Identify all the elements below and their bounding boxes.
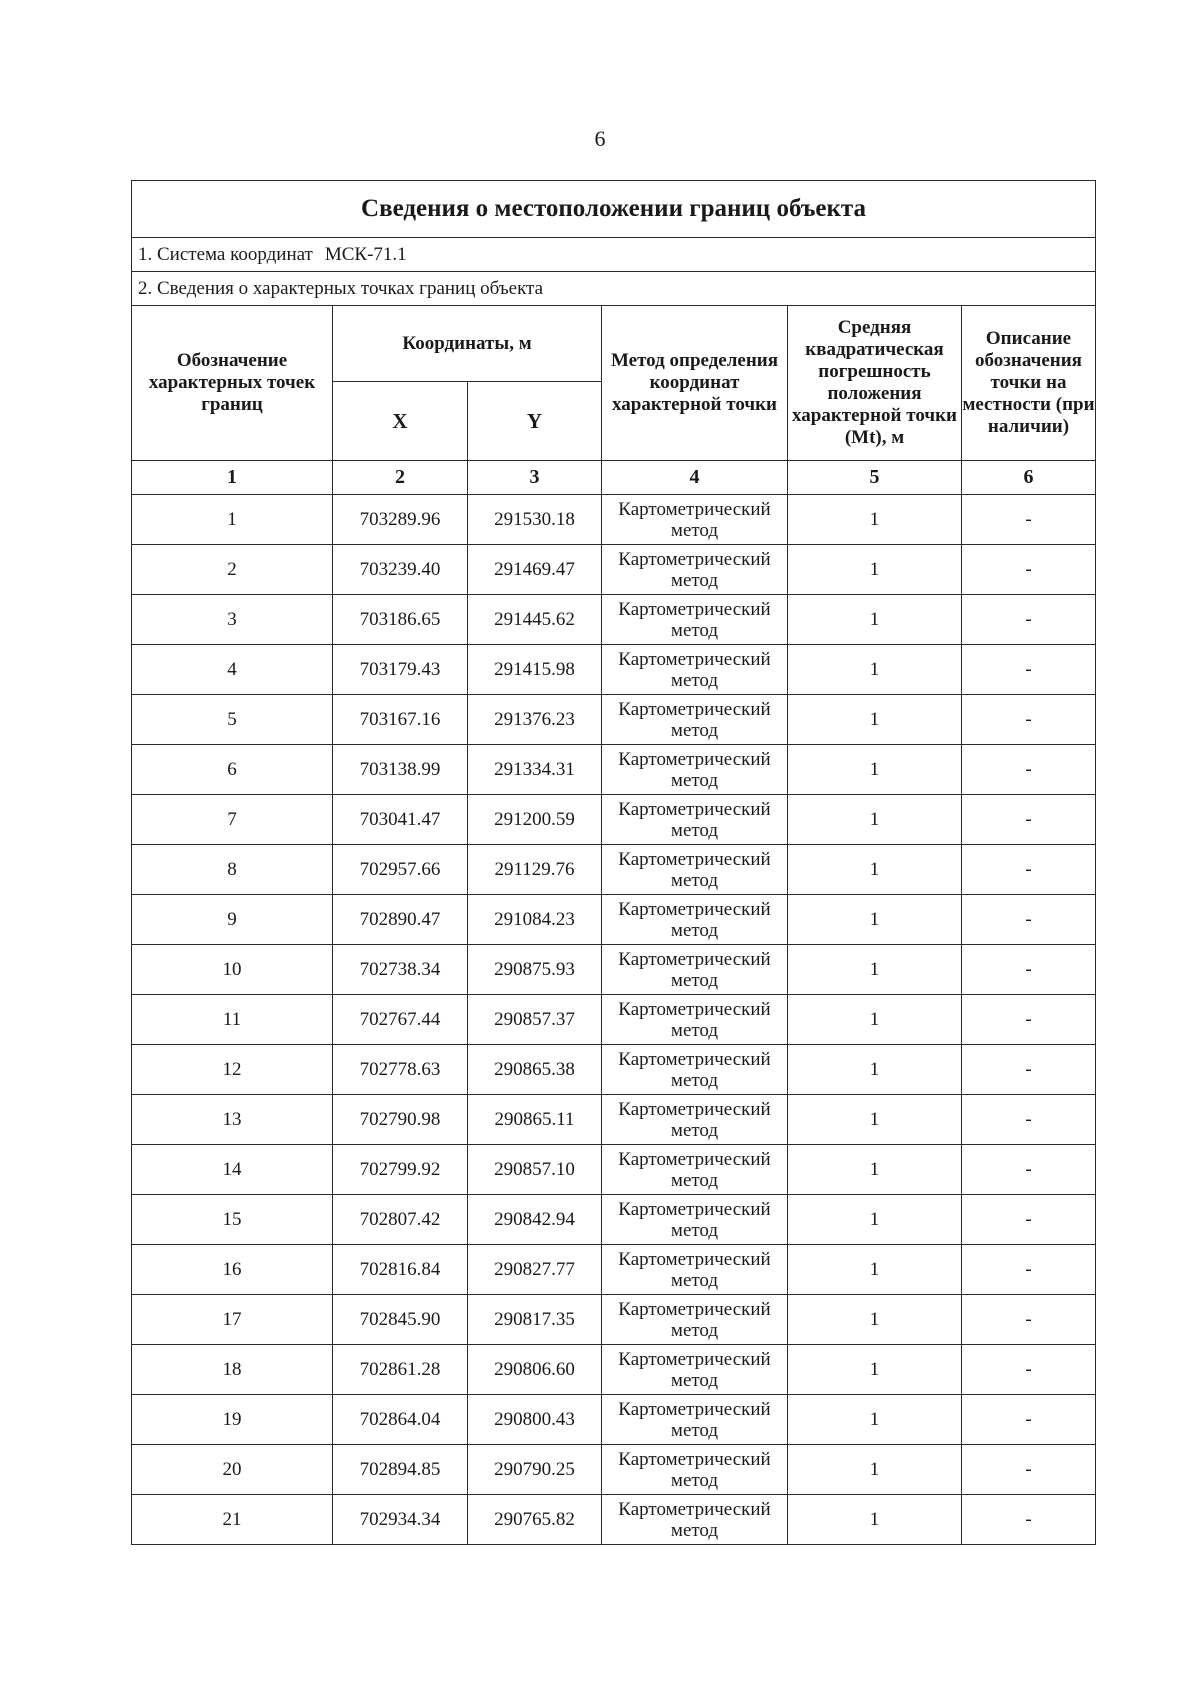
point-number: 3	[132, 595, 333, 645]
coordinate-y: 290765.82	[468, 1495, 602, 1545]
method-line-1: Картометрический	[618, 1398, 771, 1420]
point-description: -	[962, 1045, 1096, 1095]
header-description: Описание обозначения точки на местности (при наличии)	[962, 306, 1096, 461]
coordinate-system-value: МСК-71.1	[324, 243, 407, 265]
method	[602, 545, 788, 595]
coordinate-x: 703239.40	[333, 545, 468, 595]
point-number: 10	[132, 945, 333, 995]
coordinate-y: 290790.25	[468, 1445, 602, 1495]
coordinate-x: 702767.44	[333, 995, 468, 1045]
method	[602, 895, 788, 945]
error-value: 1	[788, 495, 962, 545]
coordinate-y: 290806.60	[468, 1345, 602, 1395]
table-row	[132, 1395, 1096, 1445]
coordinate-y: 290842.94	[468, 1195, 602, 1245]
coordinate-x: 702890.47	[333, 895, 468, 945]
method	[602, 745, 788, 795]
coordinate-x: 702778.63	[333, 1045, 468, 1095]
table-row	[132, 1495, 1096, 1545]
coordinate-x: 702894.85	[333, 1445, 468, 1495]
point-description: -	[962, 1345, 1096, 1395]
error-value: 1	[788, 795, 962, 845]
coordinate-x: 703167.16	[333, 695, 468, 745]
point-number: 7	[132, 795, 333, 845]
point-number: 14	[132, 1145, 333, 1195]
error-value: 1	[788, 1095, 962, 1145]
coordinate-y: 291415.98	[468, 645, 602, 695]
method-line-1: Картометрический	[618, 948, 771, 970]
error-value: 1	[788, 1045, 962, 1095]
coordinate-y: 290857.10	[468, 1145, 602, 1195]
column-number: 4	[602, 461, 788, 495]
table-row	[132, 795, 1096, 845]
error-value: 1	[788, 1395, 962, 1445]
point-number: 19	[132, 1395, 333, 1445]
coordinate-y: 290817.35	[468, 1295, 602, 1345]
table-row	[132, 545, 1096, 595]
method-line-1: Картометрический	[618, 1198, 771, 1220]
point-description: -	[962, 745, 1096, 795]
point-description: -	[962, 795, 1096, 845]
method-line-2: метод	[670, 519, 719, 541]
method-line-1: Картометрический	[618, 1148, 771, 1170]
table-row	[132, 1345, 1096, 1395]
column-number: 2	[333, 461, 468, 495]
error-value: 1	[788, 895, 962, 945]
coordinate-y: 290875.93	[468, 945, 602, 995]
method	[602, 695, 788, 745]
header-x: X	[333, 382, 468, 461]
coordinate-x: 702738.34	[333, 945, 468, 995]
method-line-2: метод	[670, 769, 719, 791]
coordinate-x: 703289.96	[333, 495, 468, 545]
point-number: 9	[132, 895, 333, 945]
method-line-1: Картометрический	[618, 548, 771, 570]
coordinate-x: 702957.66	[333, 845, 468, 895]
coordinate-y: 290800.43	[468, 1395, 602, 1445]
column-number: 3	[468, 461, 602, 495]
error-value: 1	[788, 1295, 962, 1345]
method-line-1: Картометрический	[618, 1248, 771, 1270]
table-row	[132, 995, 1096, 1045]
coordinate-x: 702799.92	[333, 1145, 468, 1195]
method	[602, 1195, 788, 1245]
table-row	[132, 945, 1096, 995]
point-number: 21	[132, 1495, 333, 1545]
error-value: 1	[788, 1145, 962, 1195]
coordinate-x: 702934.34	[333, 1495, 468, 1545]
header-error: Средняя квадратическая погрешность положения характерной точки (Mt), м	[788, 306, 962, 461]
point-number: 15	[132, 1195, 333, 1245]
method-line-1: Картометрический	[618, 748, 771, 770]
coordinate-x: 703186.65	[333, 595, 468, 645]
method-line-2: метод	[670, 1069, 719, 1091]
point-description: -	[962, 495, 1096, 545]
error-value: 1	[788, 595, 962, 645]
coordinate-system-row	[132, 238, 1096, 272]
error-value: 1	[788, 1345, 962, 1395]
method-line-2: метод	[670, 1369, 719, 1391]
method-line-2: метод	[670, 919, 719, 941]
header-y: Y	[468, 382, 602, 461]
coordinate-system-label: 1. Система координат	[138, 243, 313, 265]
table-row	[132, 845, 1096, 895]
method-line-2: метод	[670, 1519, 719, 1541]
table-row	[132, 595, 1096, 645]
column-number: 1	[132, 461, 333, 495]
table-row	[132, 1295, 1096, 1345]
header-method: Метод определения координат характерной точки	[602, 306, 788, 461]
coordinate-y: 291084.23	[468, 895, 602, 945]
method	[602, 1145, 788, 1195]
point-description: -	[962, 1395, 1096, 1445]
point-description: -	[962, 895, 1096, 945]
method-line-2: метод	[670, 1169, 719, 1191]
table-row	[132, 1195, 1096, 1245]
point-number: 12	[132, 1045, 333, 1095]
method-line-1: Картометрический	[618, 498, 771, 520]
point-description: -	[962, 595, 1096, 645]
method	[602, 795, 788, 845]
coordinate-y: 290857.37	[468, 995, 602, 1045]
coordinate-y: 291334.31	[468, 745, 602, 795]
method-line-2: метод	[670, 619, 719, 641]
coordinate-y: 291469.47	[468, 545, 602, 595]
method-line-1: Картометрический	[618, 898, 771, 920]
point-description: -	[962, 545, 1096, 595]
coordinate-x: 703138.99	[333, 745, 468, 795]
point-description: -	[962, 1095, 1096, 1145]
method	[602, 1245, 788, 1295]
table-row	[132, 1445, 1096, 1495]
method	[602, 1495, 788, 1545]
point-description: -	[962, 1195, 1096, 1245]
coordinate-x: 702845.90	[333, 1295, 468, 1345]
method-line-2: метод	[670, 719, 719, 741]
point-description: -	[962, 695, 1096, 745]
method-line-2: метод	[670, 1019, 719, 1041]
point-number: 6	[132, 745, 333, 795]
method-line-1: Картометрический	[618, 1348, 771, 1370]
error-value: 1	[788, 645, 962, 695]
column-number: 6	[962, 461, 1096, 495]
method-line-1: Картометрический	[618, 998, 771, 1020]
error-value: 1	[788, 1245, 962, 1295]
point-description: -	[962, 945, 1096, 995]
point-number: 1	[132, 495, 333, 545]
coordinate-y: 291129.76	[468, 845, 602, 895]
method	[602, 1395, 788, 1445]
coordinate-x: 703041.47	[333, 795, 468, 845]
coordinate-x: 702861.28	[333, 1345, 468, 1395]
error-value: 1	[788, 845, 962, 895]
method-line-1: Картометрический	[618, 848, 771, 870]
error-value: 1	[788, 1195, 962, 1245]
coordinate-y: 291200.59	[468, 795, 602, 845]
method-line-2: метод	[670, 1269, 719, 1291]
coordinate-y: 291376.23	[468, 695, 602, 745]
point-description: -	[962, 845, 1096, 895]
point-number: 11	[132, 995, 333, 1045]
point-number: 17	[132, 1295, 333, 1345]
point-description: -	[962, 1445, 1096, 1495]
table-row	[132, 495, 1096, 545]
point-description: -	[962, 1245, 1096, 1295]
point-number: 4	[132, 645, 333, 695]
method-line-2: метод	[670, 869, 719, 891]
method-line-2: метод	[670, 1119, 719, 1141]
method-line-2: метод	[670, 669, 719, 691]
coordinate-x: 702790.98	[333, 1095, 468, 1145]
point-number: 18	[132, 1345, 333, 1395]
point-description: -	[962, 1145, 1096, 1195]
error-value: 1	[788, 945, 962, 995]
coordinate-y: 291530.18	[468, 495, 602, 545]
table-row	[132, 1145, 1096, 1195]
method-line-2: метод	[670, 1219, 719, 1241]
error-value: 1	[788, 995, 962, 1045]
method	[602, 845, 788, 895]
method	[602, 495, 788, 545]
method-line-2: метод	[670, 569, 719, 591]
method	[602, 995, 788, 1045]
point-description: -	[962, 1495, 1096, 1545]
point-number: 16	[132, 1245, 333, 1295]
error-value: 1	[788, 1495, 962, 1545]
coordinate-x: 702807.42	[333, 1195, 468, 1245]
point-number: 20	[132, 1445, 333, 1495]
coordinate-x: 702816.84	[333, 1245, 468, 1295]
header-point: Обозначение характерных точек границ	[132, 306, 333, 461]
method-line-1: Картометрический	[618, 1448, 771, 1470]
method	[602, 1295, 788, 1345]
method-line-2: метод	[670, 969, 719, 991]
method-line-2: метод	[670, 1469, 719, 1491]
method-line-1: Картометрический	[618, 598, 771, 620]
column-number: 5	[788, 461, 962, 495]
method-line-1: Картометрический	[618, 698, 771, 720]
boundary-points-table	[131, 180, 1096, 1545]
point-number: 2	[132, 545, 333, 595]
error-value: 1	[788, 745, 962, 795]
method-line-2: метод	[670, 819, 719, 841]
method-line-1: Картометрический	[618, 648, 771, 670]
coordinate-y: 290827.77	[468, 1245, 602, 1295]
error-value: 1	[788, 1445, 962, 1495]
method-line-1: Картометрический	[618, 798, 771, 820]
method	[602, 1445, 788, 1495]
table-row	[132, 645, 1096, 695]
table-row	[132, 895, 1096, 945]
coordinate-y: 290865.38	[468, 1045, 602, 1095]
method	[602, 945, 788, 995]
method-line-2: метод	[670, 1419, 719, 1441]
method-line-1: Картометрический	[618, 1498, 771, 1520]
coordinate-y: 291445.62	[468, 595, 602, 645]
method-line-1: Картометрический	[618, 1298, 771, 1320]
table-row	[132, 745, 1096, 795]
point-number: 5	[132, 695, 333, 745]
point-number: 8	[132, 845, 333, 895]
point-number: 13	[132, 1095, 333, 1145]
table-row	[132, 1045, 1096, 1095]
page-number: 6	[594, 126, 606, 151]
table-row	[132, 1245, 1096, 1295]
section-2-heading: 2. Сведения о характерных точках границ объекта	[132, 272, 1096, 306]
column-number-row	[132, 461, 1096, 495]
method	[602, 1045, 788, 1095]
table-row	[132, 1095, 1096, 1145]
method	[602, 645, 788, 695]
coordinate-x: 702864.04	[333, 1395, 468, 1445]
table-title: Сведения о местоположении границ объекта	[132, 181, 1096, 238]
error-value: 1	[788, 695, 962, 745]
method-line-2: метод	[670, 1319, 719, 1341]
method-line-1: Картометрический	[618, 1048, 771, 1070]
point-description: -	[962, 1295, 1096, 1345]
error-value: 1	[788, 545, 962, 595]
coordinate-y: 290865.11	[468, 1095, 602, 1145]
point-description: -	[962, 995, 1096, 1045]
method	[602, 595, 788, 645]
method-line-1: Картометрический	[618, 1098, 771, 1120]
coordinate-x: 703179.43	[333, 645, 468, 695]
header-coordinates: Координаты, м	[333, 306, 602, 382]
method	[602, 1095, 788, 1145]
point-description: -	[962, 645, 1096, 695]
method	[602, 1345, 788, 1395]
table-row	[132, 695, 1096, 745]
